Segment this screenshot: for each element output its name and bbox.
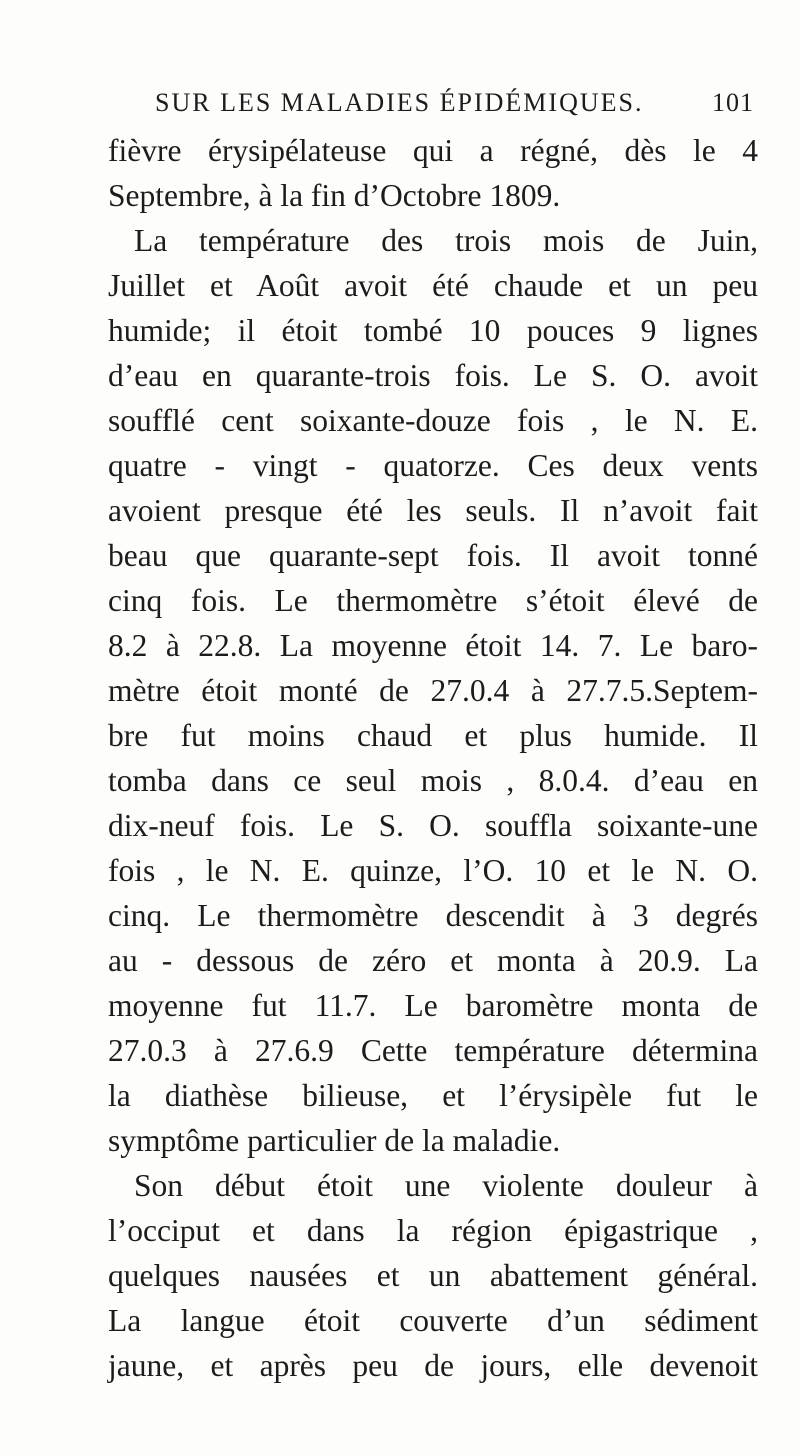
text-line: mètre étoit monté de 27.0.4 à 27.7.5.Septem- <box>108 673 758 708</box>
text-line: l’occiput et dans la région épigastrique , <box>108 1213 758 1248</box>
text-line: tomba dans ce seul mois , 8.0.4. d’eau en <box>108 763 758 798</box>
text-line: quatre - vingt - quatorze. Ces deux vents <box>108 448 758 483</box>
running-head <box>0 88 800 128</box>
text-line: au - dessous de zéro et monta à 20.9. La <box>108 943 758 978</box>
text-line: fois , le N. E. quinze, l’O. 10 et le N. O. <box>108 853 758 888</box>
text-line: moyenne fut 11.7. Le baromètre monta de <box>108 988 758 1023</box>
text-line: Septembre, à la fin d’Octobre 1809. <box>108 178 561 213</box>
text-line: Juillet et Août avoit été chaude et un peu <box>108 268 758 303</box>
text-line: La température des trois mois de Juin, <box>134 223 758 258</box>
text-line: 27.0.3 à 27.6.9 Cette température détermina <box>108 1033 758 1068</box>
text-line: fièvre érysipélateuse qui a régné, dès le 4 <box>108 133 758 168</box>
text-line: cinq fois. Le thermomètre s’étoit élevé de <box>108 583 758 618</box>
text-line: 8.2 à 22.8. La moyenne étoit 14. 7. Le baro- <box>108 628 758 663</box>
text-line: la diathèse bilieuse, et l’érysipèle fut le <box>108 1078 758 1113</box>
text-line: jaune, et après peu de jours, elle devenoit <box>108 1348 758 1383</box>
text-line: beau que quarante-sept fois. Il avoit tonné <box>108 538 758 573</box>
text-line: La langue étoit couverte d’un sédiment <box>108 1303 758 1338</box>
text-line: soufflé cent soixante-douze fois , le N. E. <box>108 403 758 438</box>
text-line: symptôme particulier de la maladie. <box>108 1123 561 1158</box>
running-head-title: SUR LES MALADIES ÉPIDÉMIQUES. <box>155 88 644 117</box>
text-line: bre fut moins chaud et plus humide. Il <box>108 718 758 753</box>
text-line: quelques nausées et un abattement général. <box>108 1258 758 1293</box>
text-line: d’eau en quarante-trois fois. Le S. O. avoit <box>108 358 758 393</box>
text-line: humide; il étoit tombé 10 pouces 9 lignes <box>108 313 758 348</box>
text-line: Son début étoit une violente douleur à <box>134 1168 758 1203</box>
text-line: avoient presque été les seuls. Il n’avoit fait <box>108 493 758 528</box>
page-number: 101 <box>712 88 754 117</box>
text-line: cinq. Le thermomètre descendit à 3 degrés <box>108 898 758 933</box>
text-line: dix-neuf fois. Le S. O. souffla soixante-une <box>108 808 758 843</box>
